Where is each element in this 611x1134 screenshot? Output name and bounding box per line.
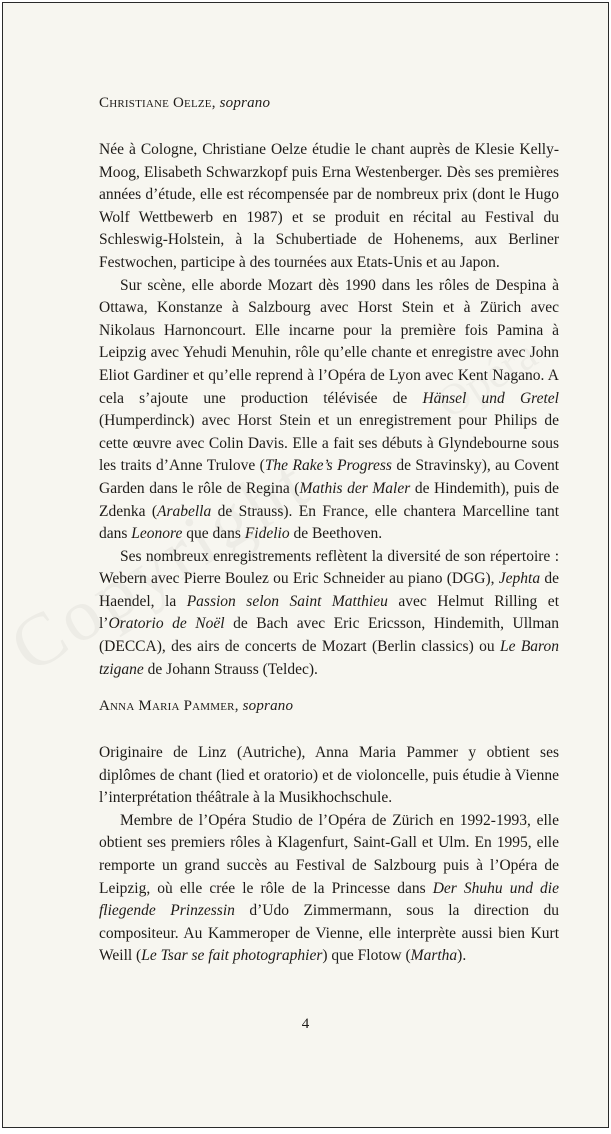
artist-role: soprano [219,95,271,111]
work-title: Le Baron tzigane [99,638,559,678]
artist-name: Christiane Oelze [99,95,212,111]
work-title: Jephta [498,570,541,588]
work-title: Martha [410,947,458,965]
text-run: de Stravinsky), au Covent Garden dans le rôle de Regina ( [99,457,559,497]
artist-name: Anna Maria Pammer [99,698,235,714]
work-title: Der Shuhu und die fliegende Prinzessin [99,879,559,920]
work-title: The Rake’s Progress [264,457,392,475]
text-run: Sur scène, elle aborde Mozart dès 1990 dans les rôles de Despina à Ottawa, Konstanze à Salzbourg avec Horst Stein et à Zürich avec Nikolaus Harnoncourt. Elle incarne pour la première fois Pamina à Leipzig avec Yehudi Menuhin, rôle qu’elle chante et enregistre avec John Eliot Gardiner et qu’elle reprend à l’Opéra de Lyon avec Kent Nagano. A cela s’ajoute une production télévisée de [99,276,559,407]
text-run: (Humperdinck) avec Horst Stein et un enregistrement pour Philips de cette œuvre avec Colin Davis. Elle a fait ses débuts à Glyndebourne sous les traits d’Anne Trulove ( [99,412,559,475]
text-run: de Strauss). En France, elle chantera Marcelline tant dans [99,502,560,543]
biography-christiane-oelze [99,93,559,681]
text-run: d’Udo Zimmermann, sous la direction du compositeur. Au Kammeroper de Vienne, elle interprète aussi bien Kurt Weill ( [99,902,559,965]
text-run: Membre de l’Opéra Studio de l’Opéra de Zürich en 1992-1993, elle obtient ses premiers rôles à Klagenfurt, Saint-Gall et Ulm. En 1995, elle remporte un grand succès au Festival de Salzbourg puis à l’Opéra de Leipzig, où elle crée le rôle de la Princesse dans [99,811,559,897]
text-run: de Haendel, la [99,570,559,610]
text-run: Née à Cologne, Christiane Oelze étudie le chant auprès de Klesie Kelly-Moog, Elisabeth Schwarzkopf puis Erna Westenberger. Dès ses premières années d’étude, elle est récompensée par de nombreux prix (dont le Hugo Wolf Wettbewerb en 1987) et se produit en récital au Festival du Schleswig-Holstein, à la Schubertiade de Hohenems, aux Berliner Festwochen, participe à des tournées aux Etats-Unis et au Japon. [99,141,559,271]
text-run: de Hindemith), puis de Zdenka ( [99,479,559,520]
biography-paragraph [99,546,559,682]
section-heading: Anna Maria Pammer, soprano [99,698,294,714]
biography-anna-maria-pammer [99,696,559,968]
section-heading: Christiane Oelze, soprano [99,95,271,111]
text-run: Ses nombreux enregistrements reflètent la diversité de son répertoire : Webern avec Pierre Boulez ou Eric Schneider au piano (DGG), [99,547,559,588]
text-run: Originaire de Linz (Autriche), Anna Maria Pammer y obtient ses diplômes de chant (lied et oratorio) et de violoncelle, puis étudie à Vienne l’interprétation théâtrale à la Musikhochschule. [99,744,559,807]
page-number: 4 [301,1016,310,1032]
work-title: Arabella [157,502,212,520]
text-run: ). [457,947,467,965]
document-page [2,2,609,1128]
work-title: Le Tsar se fait photographier [141,947,323,965]
text-run: de Bach avec Eric Ericsson, Hindemith, Ullman (DECCA), des airs de concerts de Mozart (Berlin classics) ou [99,615,560,656]
text-run: ) que Flotow ( [322,947,411,965]
text-run: de Johann Strauss (Teldec). [143,660,318,678]
biography-paragraph [99,810,559,968]
artist-role: soprano [242,698,294,714]
work-title: Leonore [131,525,183,543]
work-title: Mathis der Maler [299,479,411,497]
biography-paragraph [99,742,559,810]
text-run: de Beethoven. [289,525,383,543]
text-run: avec Helmut Rilling et l’ [99,592,559,633]
biography-paragraph [99,139,559,275]
text-run: que dans [182,525,245,543]
work-title: Oratorio de Noël [108,615,225,633]
work-title: Hänsel und Gretel [422,389,559,407]
biography-paragraph [99,275,559,546]
work-title: Passion selon Saint Matthieu [186,592,388,610]
work-title: Fidelio [244,525,290,543]
